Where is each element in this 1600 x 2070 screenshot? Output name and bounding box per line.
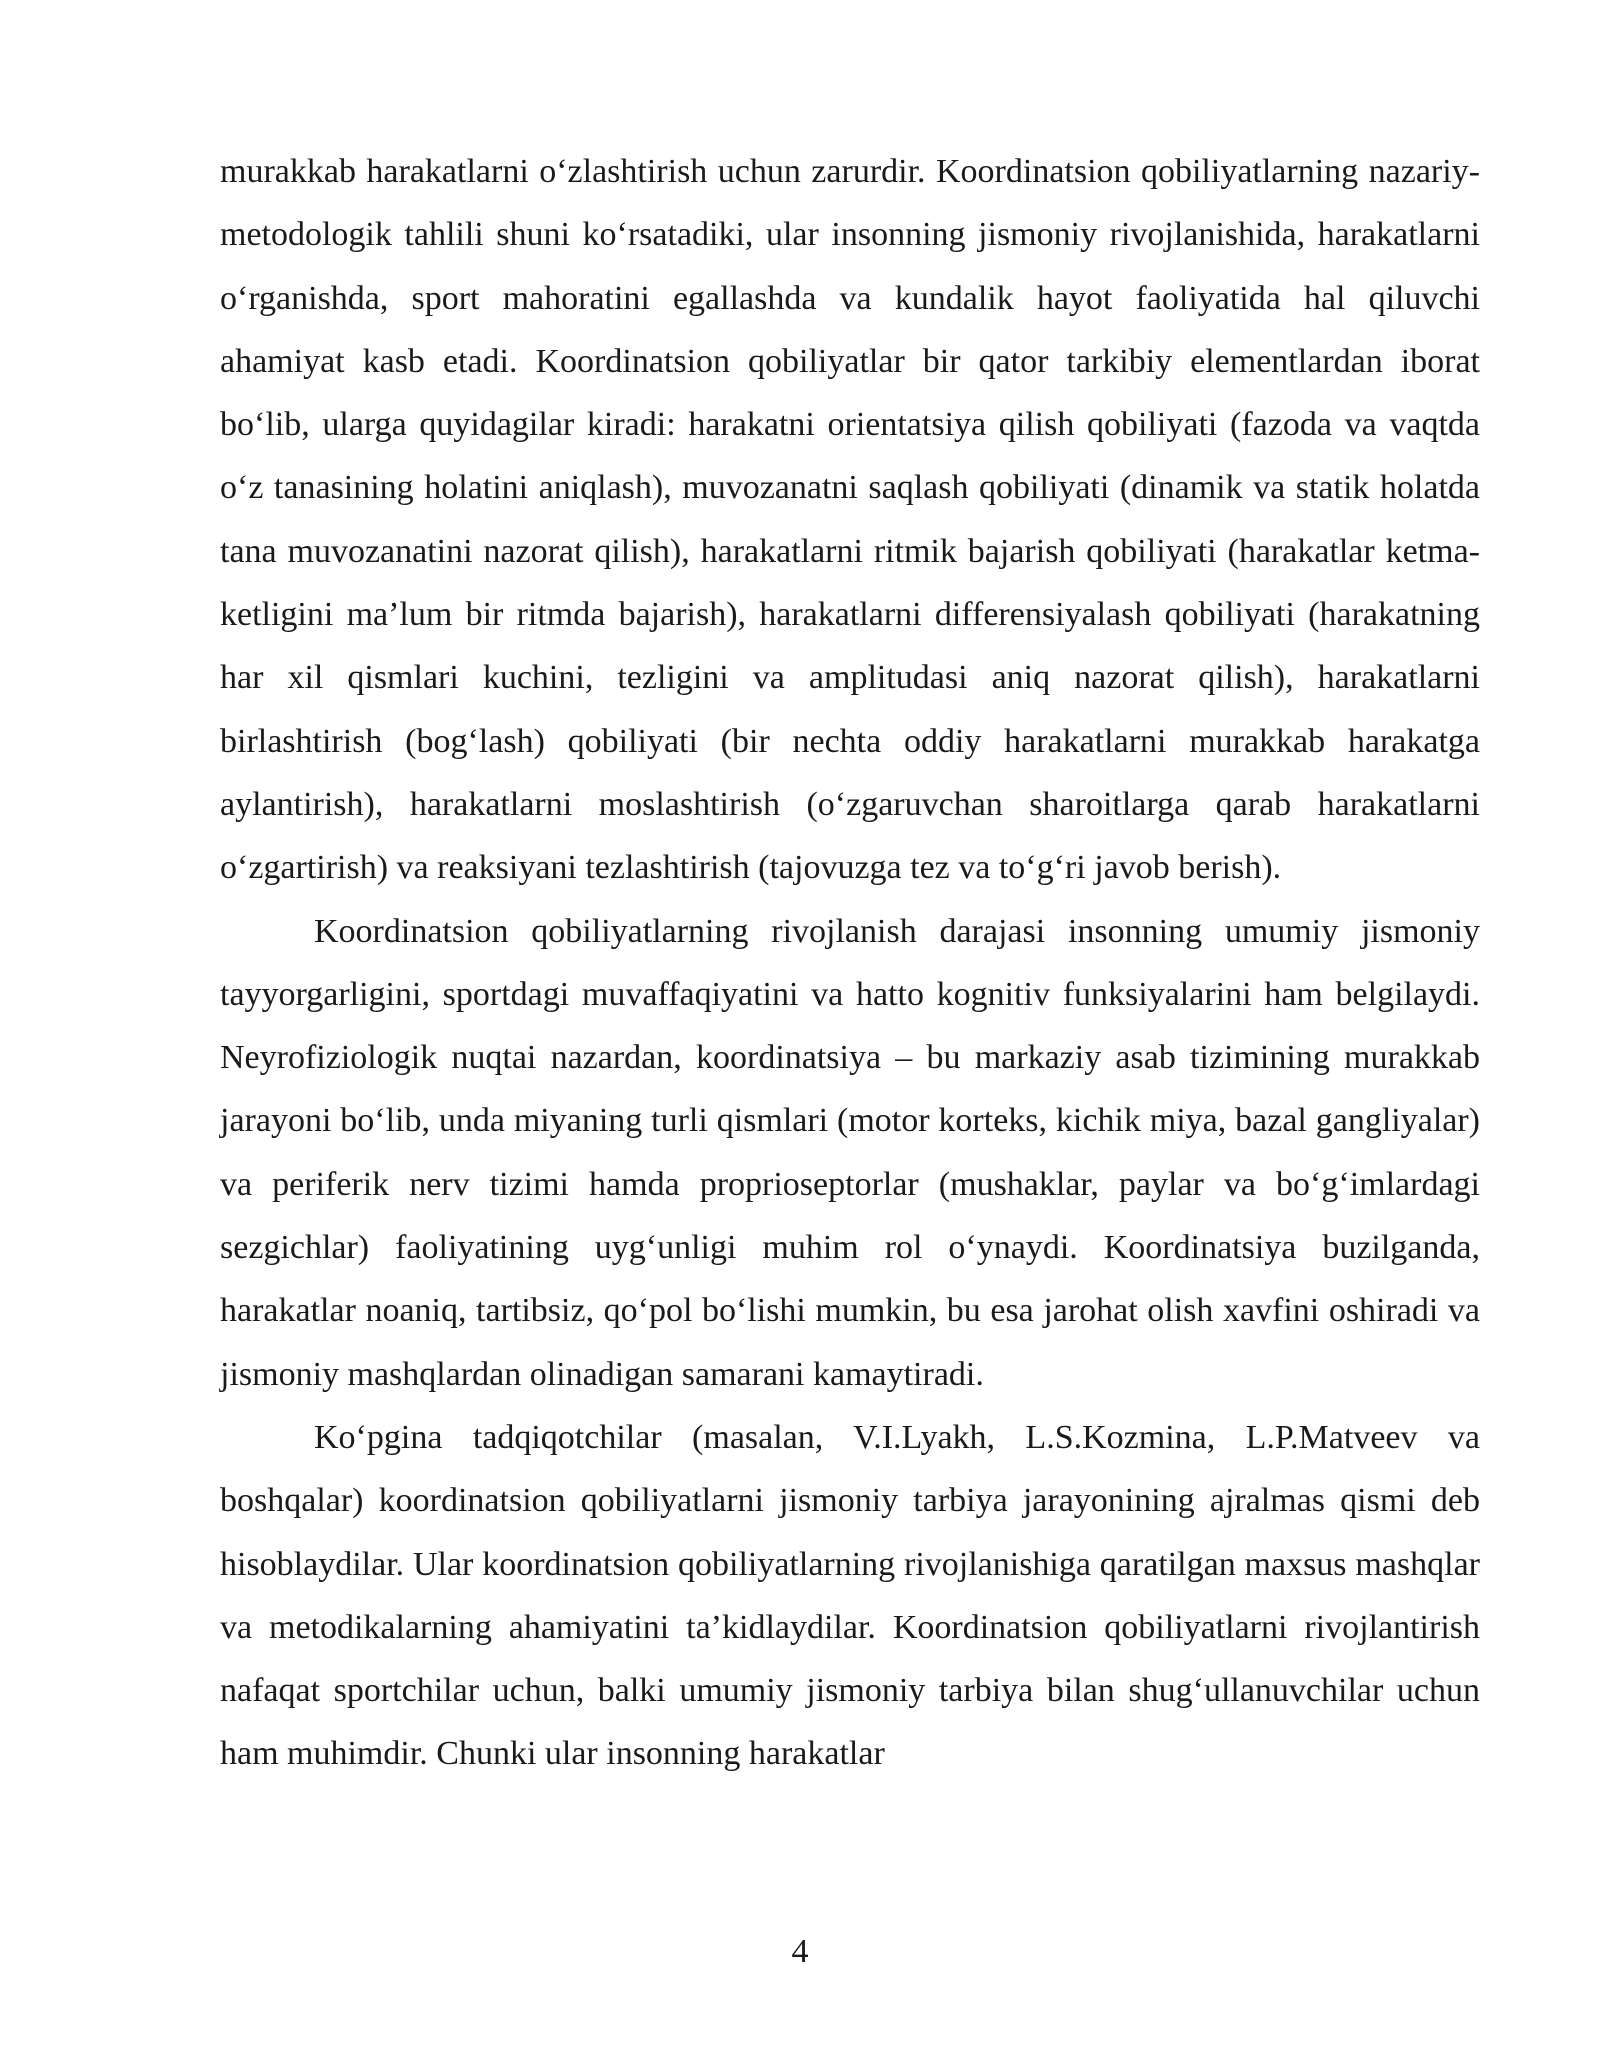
- body-text: [220, 140, 1480, 1786]
- paragraph-coordination-development: Koordinatsion qobiliyatlarning rivojlanish darajasi insonning umumiy jismoniy tayyorgarligini, sportdagi muvaffaqiyatini va hatto kognitiv funksiyalarini ham belgilaydi. Neyrofiziologik nuqtai nazardan, koordinatsiya – bu markaziy asab tizimining murakkab jarayoni bo‘lib, unda miyaning turli qismlari (motor korteks, kichik miya, bazal gangliyalar) va periferik nerv tizimi hamda proprioseptorlar (mushaklar, paylar va bo‘g‘imlardagi sezgichlar) faoliyatining uyg‘unligi muhim rol o‘ynaydi. Koordinatsiya buzilganda, harakatlar noaniq, tartibsiz, qo‘pol bo‘lishi mumkin, bu esa jarohat olish xavfini oshiradi va jismoniy mashqlardan olinadigan samarani kamaytiradi.: [220, 912, 1480, 1393]
- paragraph-continuation: murakkab harakatlarni o‘zlashtirish uchun zarurdir. Koordinatsion qobiliyatlarning nazariy-metodologik tahlili shuni ko‘rsatadiki, ular insonning jismoniy rivojlanishida, harakatlarni o‘rganishda, sport mahoratini egallashda va kundalik hayot faoliyatida hal qiluvchi ahamiyat kasb etadi. Koordinatsion qobiliyatlar bir qator tarkibiy elementlardan iborat bo‘lib, ularga quyidagilar kiradi: harakatni orientatsiya qilish qobiliyati (fazoda va vaqtda o‘z tanasining holatini aniqlash), muvozanatni saqlash qobiliyati (dinamik va statik holatda tana muvozanatini nazorat qilish), harakatlarni ritmik bajarish qobiliyati (harakatlar ketma-ketligini ma’lum bir ritmda bajarish), harakatlarni differensiyalash qobiliyati (harakatning har xil qismlari kuchini, tezligini va amplitudasi aniq nazorat qilish), harakatlarni birlashtirish (bog‘lash) qobiliyati (bir nechta oddiy harakatlarni murakkab harakatga aylantirish), harakatlarni moslashtirish (o‘zgaruvchan sharoitlarga qarab harakatlarni o‘zgartirish) va reaksiyani tezlashtirish (tajovuzga tez va to‘g‘ri javob berish).: [220, 153, 1480, 887]
- page-number: 4: [791, 1933, 809, 1970]
- paragraph-researchers: Ko‘pgina tadqiqotchilar (masalan, V.I.Lyakh, L.S.Kozmina, L.P.Matveev va boshqalar) koordinatsion qobiliyatlarni jismoniy tarbiya jarayonining ajralmas qismi deb hisoblaydilar. Ular koordinatsion qobiliyatlarning rivojlanishiga qaratilgan maxsus mashqlar va metodikalarning ahamiyatini ta’kidlaydilar. Koordinatsion qobiliyatlarni rivojlantirish nafaqat sportchilar uchun, balki umumiy jismoniy tarbiya bilan shug‘ullanuvchilar uchun ham muhimdir. Chunki ular insonning harakatlar: [220, 1418, 1480, 1773]
